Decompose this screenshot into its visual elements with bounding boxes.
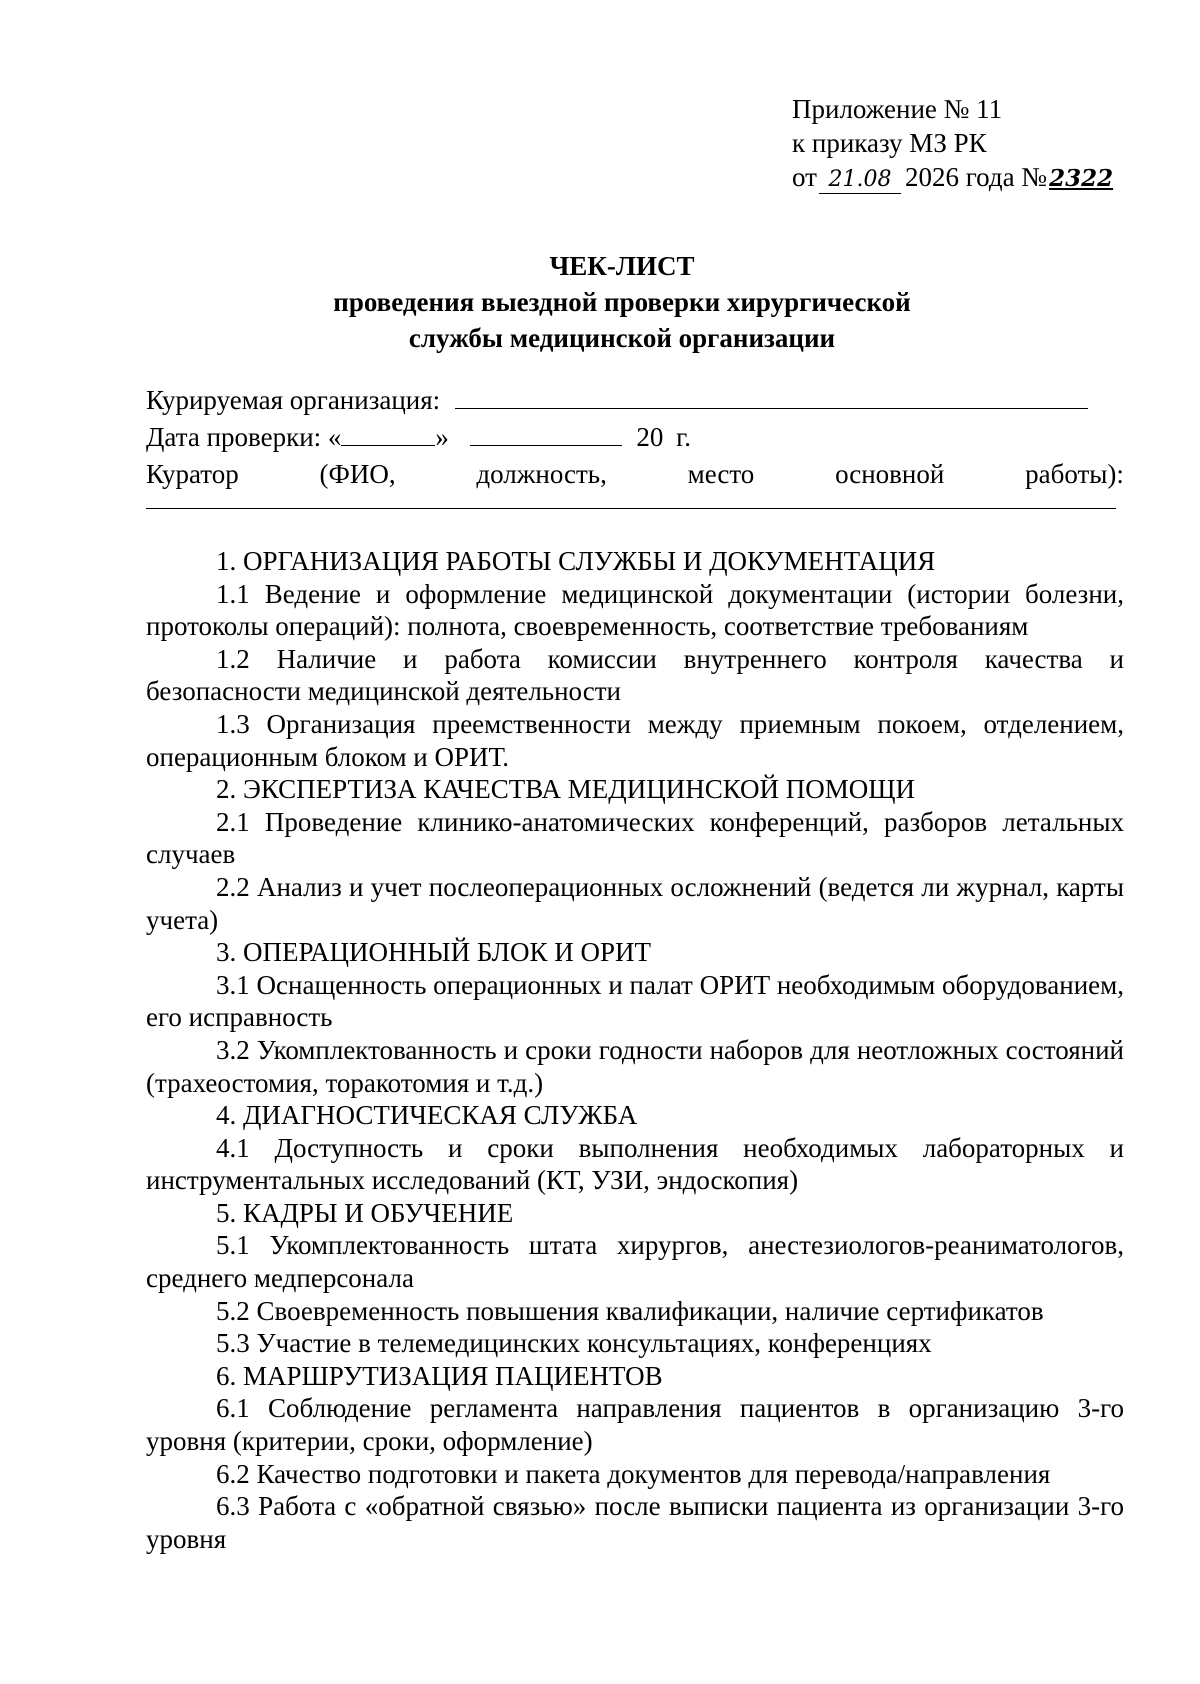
section-heading: 5. КАДРЫ И ОБУЧЕНИЕ	[216, 1197, 514, 1228]
checklist-item: 4.1 Доступность и сроки выполнения необходимых лабораторных и инструментальных исследований (КТ, УЗИ, эндоскопия)	[146, 1132, 1124, 1196]
section-heading: 4. ДИАГНОСТИЧЕСКАЯ СЛУЖБА	[216, 1100, 638, 1131]
curator-word: основной	[835, 459, 945, 489]
year-text: 20	[636, 422, 664, 452]
checklist-item: 5.1 Укомплектованность штата хирургов, анестезиологов-реаниматологов, среднего медперсонала	[146, 1230, 1124, 1294]
checklist-item: 3.1 Оснащенность операционных и палат ОРИТ необходимым оборудованием, его исправность	[146, 969, 1124, 1033]
handwritten-date: 21.08	[819, 167, 901, 194]
checklist-item: 6.2 Качество подготовки и пакета документов для перевода/направления	[216, 1458, 1051, 1489]
date-suffix: 2026 года №	[904, 162, 1048, 192]
curator-word: должность,	[476, 459, 607, 489]
order-reference: к приказу МЗ РК	[792, 128, 987, 158]
section-heading: 1. ОРГАНИЗАЦИЯ РАБОТЫ СЛУЖБЫ И ДОКУМЕНТАЦИЯ	[216, 546, 936, 576]
checklist-item: 2.1 Проведение клинико-анатомических конференций, разборов летальных случаев	[146, 806, 1124, 870]
checklist-item: 1.1 Ведение и оформление медицинской документации (истории болезни, протоколы операций): полнота, своевременность, соответствие требованиям	[146, 578, 1124, 642]
organization-field	[146, 382, 1124, 419]
curator-field	[146, 456, 1124, 493]
curator-blank-line[interactable]	[146, 508, 1116, 509]
title-main: ЧЕК-ЛИСТ	[549, 251, 695, 281]
year-suffix: г.	[676, 422, 691, 452]
checklist-item: 5.3 Участие в телемедицинских консультациях, конференциях	[216, 1328, 932, 1359]
date-prefix: от	[792, 162, 817, 192]
date-close-quote: »	[435, 422, 449, 452]
checklist-item: 1.2 Наличие и работа комиссии внутреннего контроля качества и безопасности медицинской деятельности	[146, 643, 1124, 707]
checklist-item: 6.1 Соблюдение регламента направления пациентов в организацию 3-го уровня (критерии, сроки, оформление)	[146, 1393, 1124, 1457]
checklist-item: 6.3 Работа с «обратной связью» после выписки пациента из организации 3-го уровня	[146, 1491, 1124, 1554]
appendix-number: Приложение № 11	[792, 94, 1003, 124]
organization-blank[interactable]	[455, 382, 1088, 409]
order-date-line	[792, 160, 1113, 196]
curator-word: работы):	[1025, 459, 1124, 489]
appendix-reference	[792, 92, 1113, 196]
title-subtitle-2: службы медицинской организации	[408, 323, 836, 353]
checklist-item: 2.2 Анализ и учет послеоперационных осложнений (ведется ли журнал, карты учета)	[146, 871, 1124, 935]
document-title	[0, 248, 1200, 356]
curator-word: (ФИО,	[319, 459, 396, 489]
checklist-item: 5.2 Своевременность повышения квалификации, наличие сертификатов	[216, 1295, 1044, 1326]
section-heading: 3. ОПЕРАЦИОННЫЙ БЛОК И ОРИТ	[216, 937, 651, 968]
curator-word: место	[687, 459, 755, 489]
day-blank[interactable]	[341, 419, 435, 446]
checklist-item: 3.2 Укомплектованность и сроки годности наборов для неотложных состояний (трахеостомия, торакотомия и т.д.)	[146, 1034, 1124, 1098]
section-heading: 2. ЭКСПЕРТИЗА КАЧЕСТВА МЕДИЦИНСКОЙ ПОМОЩИ	[216, 774, 916, 805]
title-subtitle-1: проведения выездной проверки хирургической	[333, 287, 911, 317]
inspection-form-fields	[146, 382, 1124, 493]
date-label: Дата проверки: «	[146, 422, 342, 452]
checklist-item: 1.3 Организация преемственности между приемным покоем, отделением, операционным блоком и ОРИТ.	[146, 708, 1124, 772]
section-heading: 6. МАРШРУТИЗАЦИЯ ПАЦИЕНТОВ	[216, 1360, 663, 1391]
month-blank[interactable]	[470, 419, 622, 446]
curator-word: Куратор	[146, 459, 239, 489]
organization-label: Курируемая организация:	[146, 385, 441, 415]
checklist-body	[146, 545, 1124, 1555]
inspection-date-field	[146, 419, 1124, 456]
handwritten-order-number: 2322	[1049, 165, 1114, 192]
